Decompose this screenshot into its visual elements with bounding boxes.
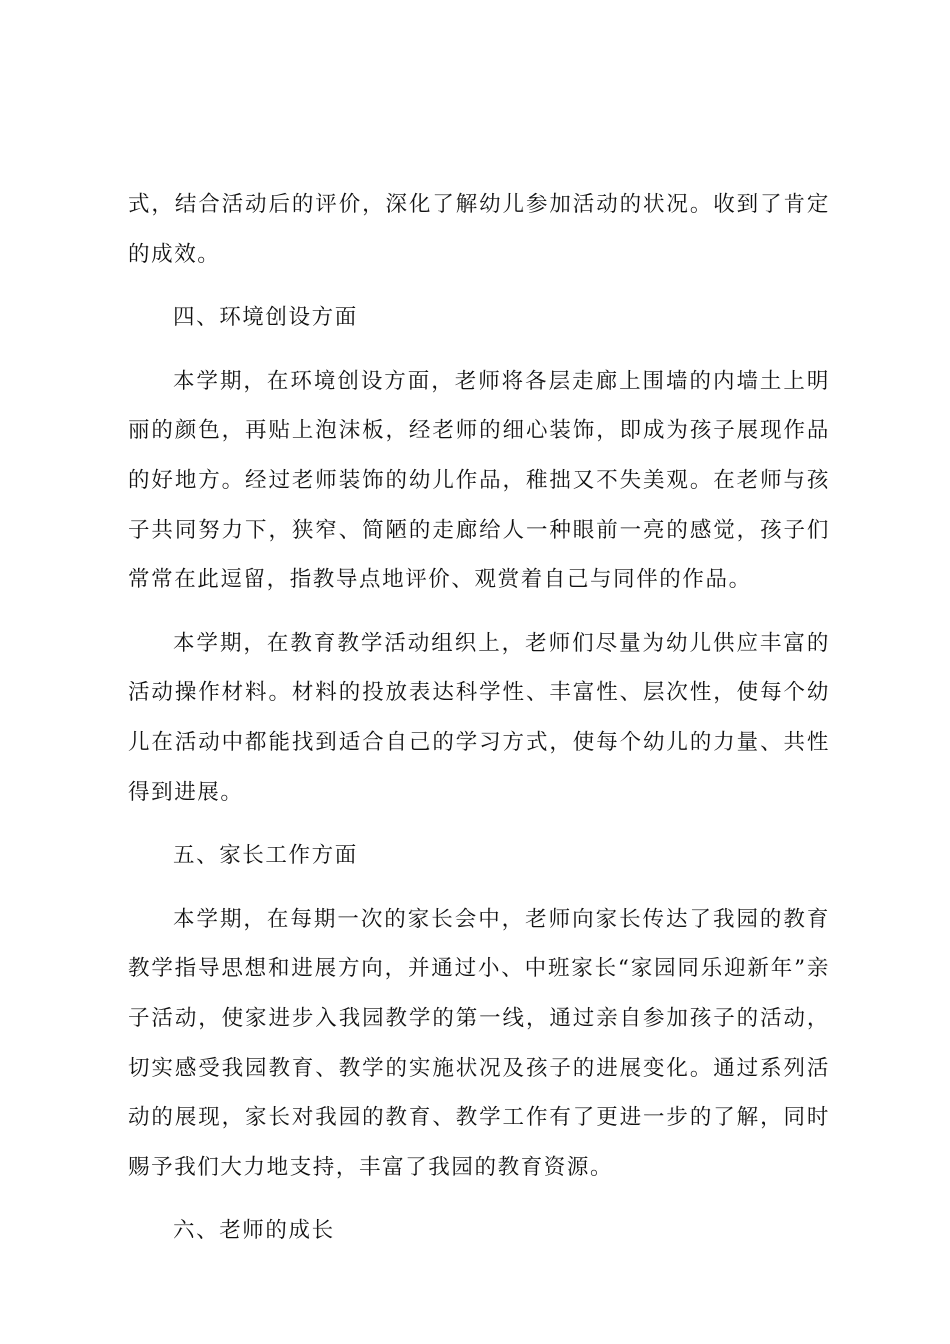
section-heading-parents: 五、家长工作方面 — [173, 843, 358, 869]
paragraph-teaching-materials: 本学期，在教育教学活动组织上，老师们尽量为幼儿供应丰富的活动操作材料。材料的投放表达科学性、丰富性、层次性，使每个幼儿在活动中都能找到适合自己的学习方式，使每个幼儿的力量、共性得到进展。 — [128, 630, 830, 805]
paragraph-environment: 本学期，在环境创设方面，老师将各层走廊上围墙的内墙土上明丽的颜色，再贴上泡沫板，经老师的细心装饰，即成为孩子展现作品的好地方。经过老师装饰的幼儿作品，稚拙又不失美观。在老师与孩子共同努力下，狭窄、简陋的走廊给人一种眼前一亮的感觉，孩子们常常在此逗留，指教导点地评价、观赏着自己与同伴的作品。 — [128, 368, 830, 593]
section-heading-teacher-growth: 六、老师的成长 — [173, 1218, 335, 1244]
paragraph-parents: 本学期，在每期一次的家长会中，老师向家长传达了我园的教育教学指导思想和进展方向，并通过小、中班家长“家园同乐迎新年”亲子活动，使家进步入我园教学的第一线，通过亲自参加孩子的活动，切实感受我园教育、教学的实施状况及孩子的进展变化。通过系列活动的展现，家长对我园的教育、教学工作有了更进一步的了解，同时赐予我们大力地支持，丰富了我园的教育资源。 — [128, 906, 830, 1180]
document-body — [128, 180, 830, 1270]
section-heading-environment: 四、环境创设方面 — [173, 305, 358, 331]
paragraph-continuation: 式，结合活动后的评价，深化了解幼儿参加活动的状况。收到了肯定的成效。 — [128, 192, 830, 267]
